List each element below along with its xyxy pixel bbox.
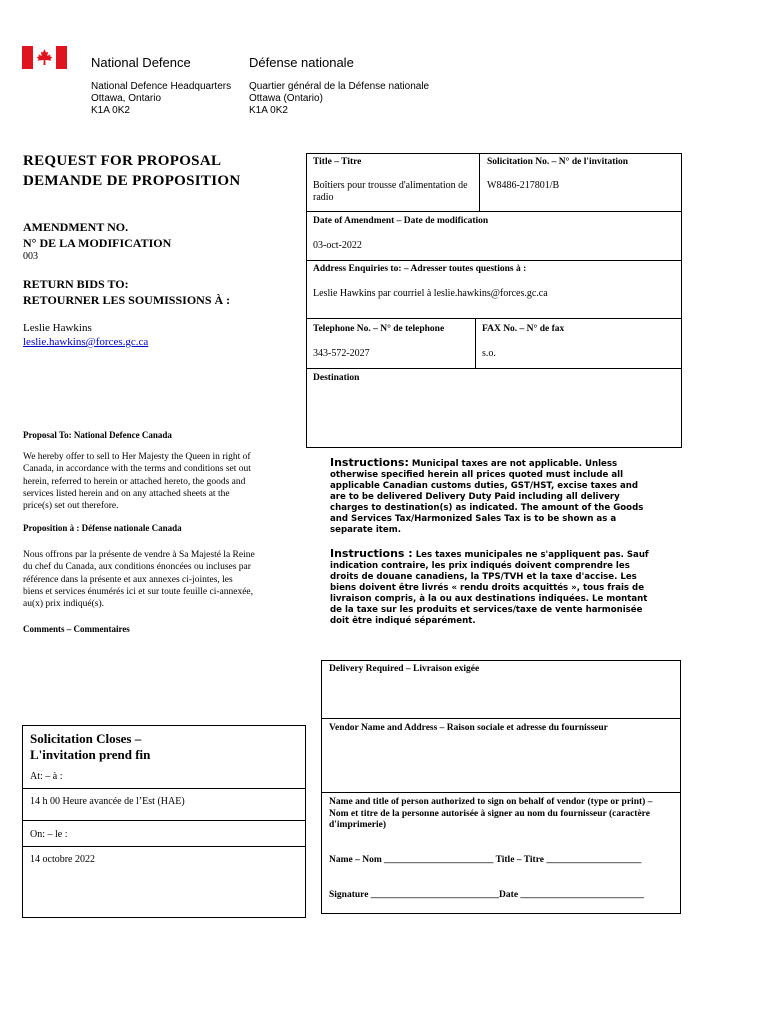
address-enquiries-label: Address Enquiries to: – Adresser toutes questions à : [313,264,527,274]
authorized-person-label: Name and title of person authorized to sign on behalf of vendor (type or print) – Nom et titre de la personne autorisée à signer au nom du fournisseur (caractère d'imprimerie) [329,797,653,830]
amendment-date-value: 03-oct-2022 [313,240,362,251]
title-value: Boîtiers pour trousse d'alimentation de radio [313,180,468,203]
instructions-fr-text: Les taxes municipales ne s'appliquent pas. Sauf indication contraire, les prix indiqués doivent comprendre les droits de douane canadiens, la TPS/TVH et la taxe d'accise. Les biens doivent être livrés « rendu droits acquittés », tous frais de livraison compris, à la ou aux destinations indiquées. Le montant de la taxe sur les produits et services/taxe de vente harmonisée doit être indiqué séparément. [330,550,649,626]
signature-line[interactable]: Signature ___________________________Date __________________________ [329,890,644,900]
amendment-number: 003 [23,251,38,262]
closing-title: Solicitation Closes – L'invitation prend fin [30,731,151,762]
contact-email-link[interactable]: leslie.hawkins@forces.gc.ca [23,336,149,348]
fax-label: FAX No. – N° de fax [482,324,565,334]
address-enquiries-value: Leslie Hawkins par courriel à leslie.hawkins@forces.gc.ca [313,288,548,299]
amendment-heading: AMENDMENT NO. N° DE LA MODIFICATION [23,220,172,250]
telephone-value: 343-572-2027 [313,348,370,359]
closing-on-label: On: – le : [30,829,68,840]
offer-text-en: We hereby offer to sell to Her Majesty the Queen in right of Canada, in accordance with the terms and conditions set out herein, referred to herein or attached hereto, the goods and services listed herein and on any attached sheets at the price(s) set out therefore. [23,452,251,512]
instructions-fr [330,548,655,627]
amendment-date-label: Date of Amendment – Date de modification [313,216,489,226]
page-title: REQUEST FOR PROPOSAL DEMANDE DE PROPOSITION [23,153,241,189]
title-label: Title – Titre [313,157,362,167]
header-en-address: National Defence Headquarters Ottawa, Ontario K1A 0K2 [91,81,232,116]
solicitation-label: Solicitation No. – N° de l'invitation [487,157,629,167]
closing-date-value: 14 octobre 2022 [30,854,95,865]
solicitation-value: W8486-217801/B [487,180,560,191]
name-title-line[interactable]: Name – Nom _______________________ Title – Titre ____________________ [329,855,642,865]
instructions-en [330,457,655,536]
telephone-label: Telephone No. – N° de telephone [313,324,445,334]
instructions-en-text: Municipal taxes are not applicable. Unless otherwise specified herein all prices quoted must include all applicable Canadian customs duties, GST/HST, excise taxes and are to be delivered Delivery Duty Paid including all delivery charges to destination(s) as indicated. The amount of the Goods and Services Tax/Harmonized Sales Tax is to be shown as a separate item. [330,459,644,535]
header-en-name: National Defence [91,55,191,70]
destination-label: Destination [313,373,360,383]
header-fr-name: Défense nationale [249,55,354,70]
vendor-box [321,660,681,914]
proposal-to-fr: Proposition à : Défense nationale Canada [23,523,182,533]
instructions-en-title: Instructions: [330,456,409,469]
closing-at-label: At: – à : [30,771,63,782]
vendor-name-address-label: Vendor Name and Address – Raison sociale et adresse du fournisseur [329,723,608,733]
fax-value: s.o. [482,348,496,359]
offer-text-fr: Nous offrons par la présente de vendre à Sa Majesté la Reine du chef du Canada, aux conditions énoncées ou incluses par référence dans la présente et aux annexes ci-jointes, les biens et services énumérés ici et sur toute feuille ci-annexée, au(x) prix indiqué(s). [23,550,255,610]
return-contact [23,321,148,349]
return-bids-heading: RETURN BIDS TO: RETOURNER LES SOUMISSIONS À : [23,277,231,307]
delivery-required-label: Delivery Required – Livraison exigée [329,664,480,674]
canada-flag-icon [22,46,67,69]
closing-time-value: 14 h 00 Heure avancée de l’Est (HAE) [30,796,185,807]
contact-name: Leslie Hawkins [23,322,92,334]
comments-label: Comments – Commentaires [23,624,130,634]
header-fr-address: Quartier général de la Défense nationale Ottawa (Ontario) K1A 0K2 [249,81,430,116]
instructions-fr-title: Instructions : [330,547,413,560]
proposal-to-en: Proposal To: National Defence Canada [23,430,172,440]
